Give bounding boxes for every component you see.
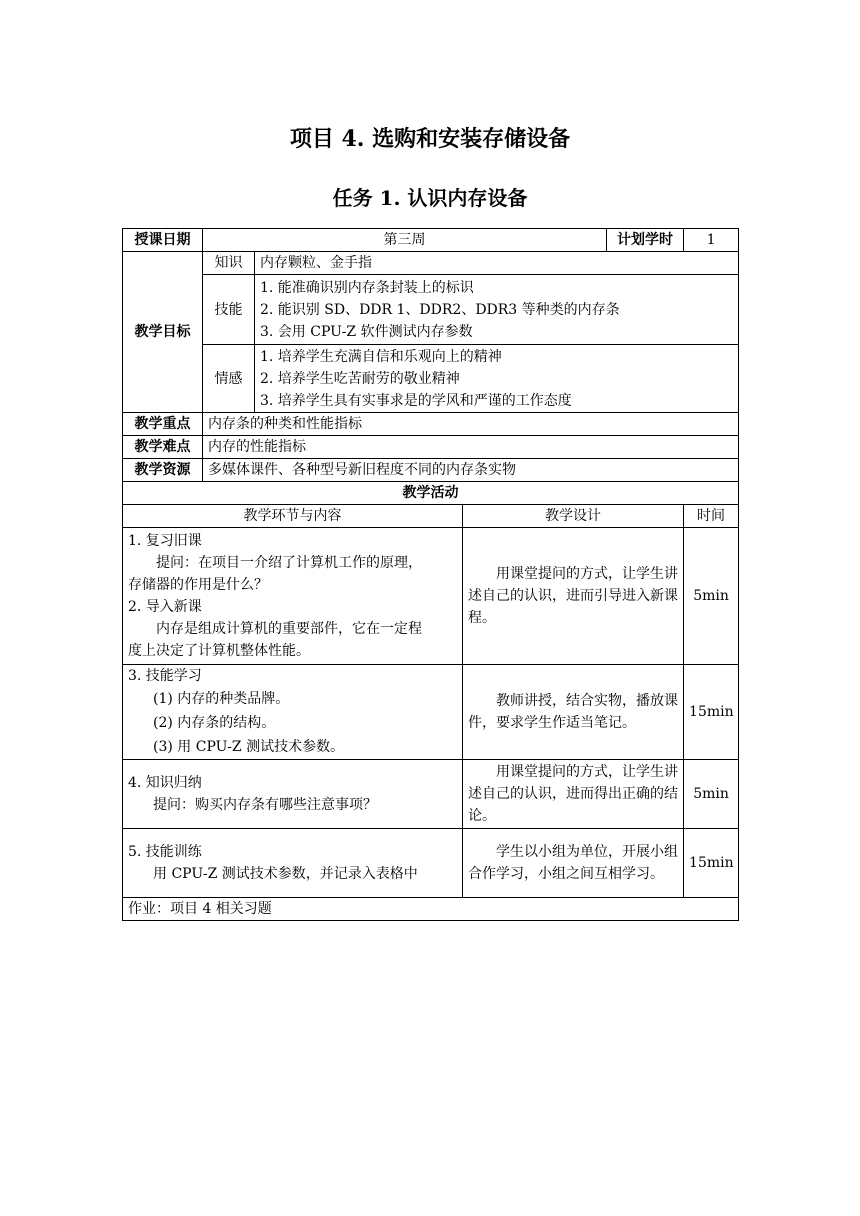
activity-design [463, 829, 684, 898]
activity-row [123, 760, 739, 829]
activity-step: 1. 复习旧课 [128, 533, 202, 549]
skills-list [255, 275, 739, 345]
hours-label: 计划学时 [607, 229, 684, 252]
activity-text: 存储器的作用是什么？ [128, 577, 268, 593]
activity-subitem: (2) 内存条的结构。 [153, 715, 276, 731]
emotion-item: 1. 培养学生充满自信和乐观向上的精神 [260, 348, 502, 365]
activity-subitem: (1) 内存的种类品牌。 [153, 691, 290, 707]
activity-content [123, 760, 463, 829]
skill-item: 2. 能识别 SD、DDR 1、DDR2、DDR3 等种类的内存条 [260, 301, 620, 318]
resources-value: 多媒体课件、各种型号新旧程度不同的内存条实物 [203, 459, 739, 482]
activity-step: 2. 导入新课 [128, 599, 202, 615]
activity-step: 3. 技能学习 [128, 668, 202, 684]
activity-content [123, 528, 463, 665]
goals-label: 教学目标 [123, 252, 203, 413]
homework-row [123, 898, 739, 921]
activity-text: 提问：在项目一介绍了计算机工作的原理， [156, 555, 422, 571]
activity-time: 5min [684, 760, 739, 829]
emotion-label: 情感 [203, 345, 255, 413]
design-text: 用课堂提问的方式，让学生讲述自己的认识，进而引导进入新课程。 [468, 566, 678, 626]
activity-content [123, 665, 463, 760]
activity-text: 提问：购买内存条有哪些注意事项？ [153, 797, 377, 813]
activity-text: 内存是组成计算机的重要部件，它在一定程 [156, 621, 422, 637]
activity-time: 15min [684, 829, 739, 898]
task-title: 任务 1. 认识内存设备 [332, 186, 528, 210]
emotion-item: 2. 培养学生吃苦耐劳的敬业精神 [260, 370, 460, 387]
emotion-item: 3. 培养学生具有实事求是的学风和严谨的工作态度 [260, 392, 572, 409]
activities-title-row [123, 482, 739, 505]
date-value: 第三周 [203, 229, 607, 252]
activity-step: 4. 知识归纳 [128, 775, 202, 791]
activity-row [123, 528, 739, 665]
goal-knowledge-row [123, 252, 739, 275]
focus-value: 内存条的种类和性能指标 [203, 413, 739, 436]
knowledge-label: 知识 [203, 252, 255, 275]
header-row [123, 229, 739, 252]
activity-content [123, 829, 463, 898]
activity-text: 度上决定了计算机整体性能。 [128, 643, 310, 659]
activity-step: 5. 技能训练 [128, 844, 202, 860]
skill-item: 3. 会用 CPU-Z 软件测试内存参数 [260, 323, 473, 340]
design-text: 用课堂提问的方式，让学生讲述自己的认识，进而得出正确的结论。 [468, 764, 678, 824]
lesson-plan-table [122, 228, 739, 921]
skills-label: 技能 [203, 275, 255, 345]
goal-skills-row [123, 275, 739, 345]
activities-title: 教学活动 [123, 482, 739, 505]
skill-item: 1. 能准确识别内存条封装上的标识 [260, 279, 474, 296]
homework: 作业：项目 4 相关习题 [123, 898, 739, 921]
activity-row [123, 829, 739, 898]
difficulty-row [123, 436, 739, 459]
activity-text: 用 CPU-Z 测试技术参数，并记录入表格中 [153, 866, 418, 882]
activity-subitem: (3) 用 CPU-Z 测试技术参数。 [153, 739, 345, 755]
difficulty-label: 教学难点 [123, 436, 203, 459]
activity-design [463, 528, 684, 665]
date-label: 授课日期 [123, 229, 203, 252]
focus-label: 教学重点 [123, 413, 203, 436]
activity-row [123, 665, 739, 760]
resources-row [123, 459, 739, 482]
emotion-list [255, 345, 739, 413]
activity-time: 5min [684, 528, 739, 665]
project-title: 项目 4. 选购和安装存储设备 [289, 126, 571, 152]
difficulty-value: 内存的性能指标 [203, 436, 739, 459]
goal-emotion-row [123, 345, 739, 413]
column-header-design: 教学设计 [463, 505, 684, 528]
activity-design [463, 760, 684, 829]
design-text: 教师讲授，结合实物，播放课件，要求学生作适当笔记。 [468, 693, 678, 731]
hours-value: 1 [684, 229, 739, 252]
resources-label: 教学资源 [123, 459, 203, 482]
column-header-content: 教学环节与内容 [123, 505, 463, 528]
column-header-time: 时间 [684, 505, 739, 528]
knowledge-value: 内存颗粒、金手指 [255, 252, 739, 275]
activity-time: 15min [684, 665, 739, 760]
column-header-row [123, 505, 739, 528]
focus-row [123, 413, 739, 436]
design-text: 学生以小组为单位，开展小组合作学习，小组之间互相学习。 [468, 844, 678, 882]
activity-design [463, 665, 684, 760]
